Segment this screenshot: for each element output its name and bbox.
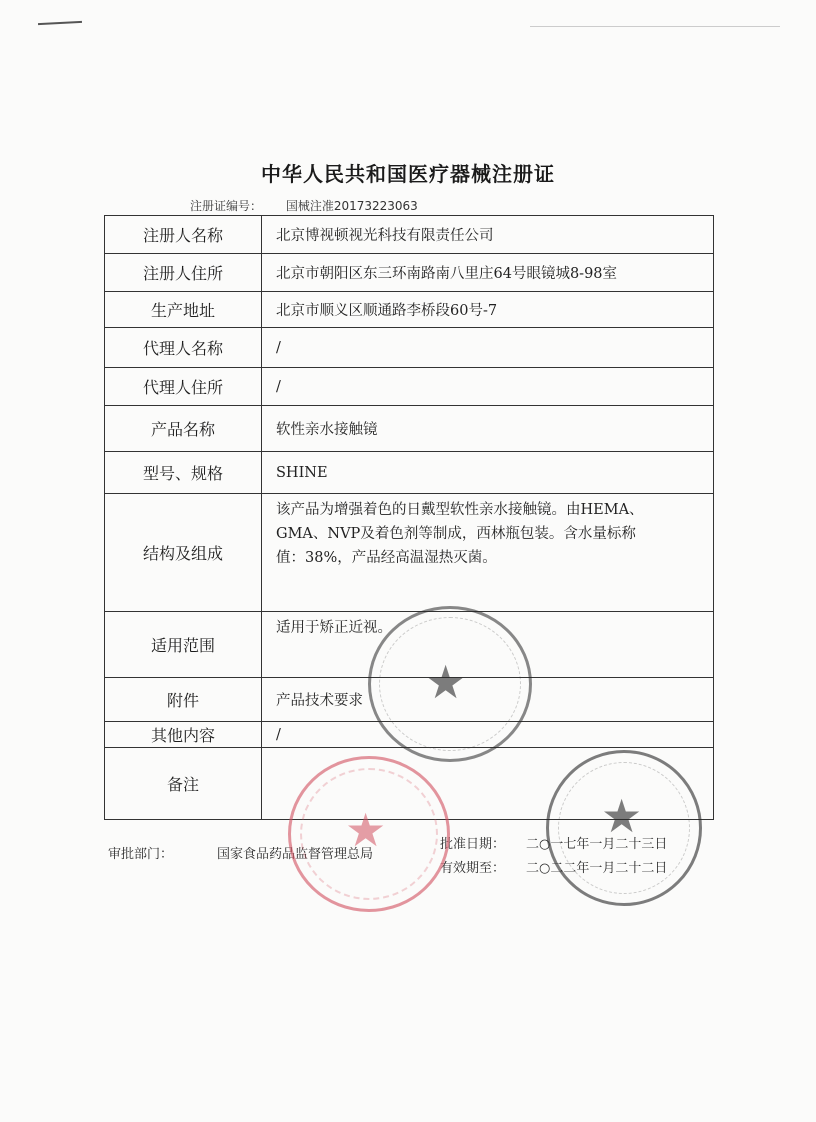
row-label: 备注 xyxy=(105,748,262,820)
row-value: / xyxy=(262,328,714,368)
row-value: 北京博视顿视光科技有限责任公司 xyxy=(262,216,714,254)
valid-until-label: 有效期至： xyxy=(440,861,506,876)
company-red-seal xyxy=(288,756,450,912)
row-label: 代理人住所 xyxy=(105,368,262,406)
row-value: SHINE xyxy=(262,452,714,494)
row-value: 北京市顺义区顺通路李桥段60号-7 xyxy=(262,292,714,328)
row-label: 注册人名称 xyxy=(105,216,262,254)
star-icon: ★ xyxy=(345,803,387,857)
row-value: 软性亲水接触镜 xyxy=(262,406,714,452)
scan-artifact xyxy=(530,26,780,27)
star-icon: ★ xyxy=(601,789,643,843)
row-label: 型号、规格 xyxy=(105,452,262,494)
text-line: GMA、NVP及着色剂等制成，西林瓶包装。含水量标称 xyxy=(276,526,636,542)
table-row xyxy=(105,328,714,368)
row-value: 北京市朝阳区东三环南路南八里庄64号眼镜城8-98室 xyxy=(262,254,714,292)
valid-until: 二○二二年一月二十二日 xyxy=(526,861,668,876)
row-label: 产品名称 xyxy=(105,406,262,452)
scan-artifact xyxy=(38,21,82,25)
table-row xyxy=(105,406,714,452)
table-row xyxy=(105,494,714,612)
authority-seal xyxy=(546,750,702,906)
row-label: 附件 xyxy=(105,678,262,722)
row-value: / xyxy=(262,368,714,406)
authority-label: 审批部门： xyxy=(108,847,174,862)
authority-name: 国家食品药品监督管理总局 xyxy=(217,847,374,862)
text-line: 该产品为增强着色的日戴型软性亲水接触镜。由HEMA、 xyxy=(276,502,644,518)
document-title: 中华人民共和国医疗器械注册证 xyxy=(261,162,555,186)
star-icon: ★ xyxy=(425,655,467,709)
approval-date: 二○一七年一月二十三日 xyxy=(526,837,668,852)
table-row xyxy=(105,216,714,254)
row-label: 代理人名称 xyxy=(105,328,262,368)
row-label: 适用范围 xyxy=(105,612,262,678)
row-label: 生产地址 xyxy=(105,292,262,328)
table-row xyxy=(105,254,714,292)
row-label: 其他内容 xyxy=(105,722,262,748)
row-value: 产品技术要求 xyxy=(262,678,714,722)
approval-date-label: 批准日期： xyxy=(440,837,506,852)
row-label: 注册人住所 xyxy=(105,254,262,292)
row-value: / xyxy=(262,722,714,748)
row-label: 结构及组成 xyxy=(105,494,262,612)
table-row xyxy=(105,368,714,406)
table-row xyxy=(105,292,714,328)
table-row xyxy=(105,452,714,494)
row-value: 适用于矫正近视。 xyxy=(262,612,714,678)
company-seal xyxy=(368,606,532,762)
row-value xyxy=(262,494,714,612)
registration-number-label: 注册证编号： xyxy=(190,199,263,213)
text-line: 值：38%，产品经高温湿热灭菌。 xyxy=(276,550,497,566)
registration-number-value: 国械注准20173223063 xyxy=(285,199,418,213)
registration-number xyxy=(190,197,418,214)
